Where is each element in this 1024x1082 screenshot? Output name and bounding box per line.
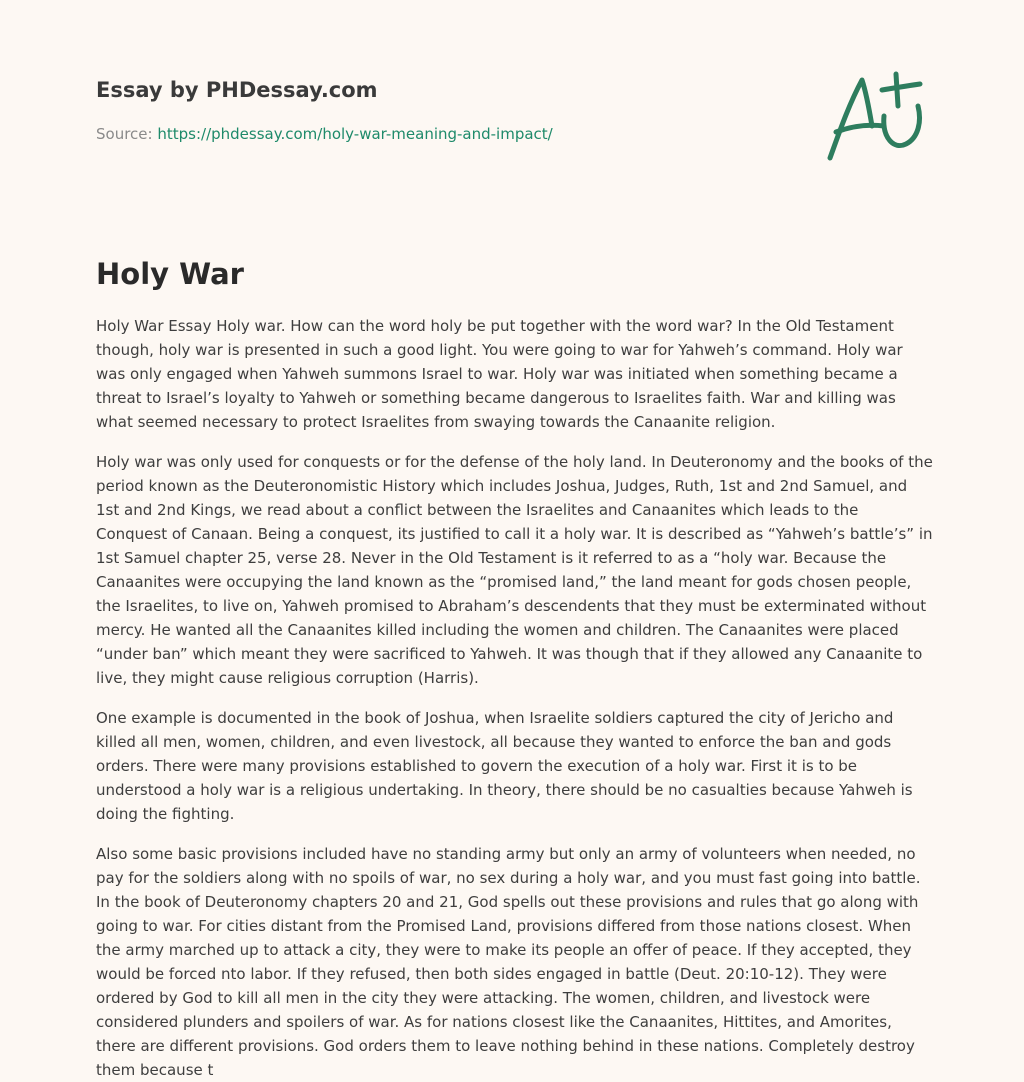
- essay-title: Holy War: [96, 257, 244, 291]
- site-title: Essay by PHDessay.com: [96, 78, 378, 102]
- essay-body: [96, 314, 934, 1079]
- essay-paragraph: Holy War Essay Holy war. How can the word holy be put together with the word war? In the Old Testament though, holy war is presented in such a good light. You were going to war for Yahweh’s command. Holy war was only engaged when Yahweh summons Israel to war. Holy war was initiated when something became a threat to Israel’s loyalty to Yahweh or something became dangerous to Israelites faith. War and killing was what seemed necessary to protect Israelites from swaying towards the Canaanite religion.: [96, 317, 903, 431]
- source-link[interactable]: https://phdessay.com/holy-war-meaning-and-impact/: [157, 125, 553, 143]
- essay-paragraph: Also some basic provisions included have no standing army but only an army of volunteers when needed, no pay for the soldiers along with no spoils of war, no sex during a holy war, and you must fast going into battle. In the book of Deuteronomy chapters 20 and 21, God spells out these provisions and rules that go along with going to war. For cities distant from the Promised Land, provisions differed from those nations closest. When the army marched up to attack a city, they were to make its people an offer of peace. If they accepted, they would be forced nto labor. If they refused, then both sides engaged in battle (Deut. 20:10-12). They were ordered by God to kill all men in the city they were attacking. The women, children, and livestock were considered plunders and spoilers of war. As for nations closest like the Canaanites, Hittites, and Amorites, there are different provisions. God orders them to leave nothing behind in these nations. Completely destroy them because t: [96, 845, 921, 1079]
- source-line: [96, 124, 796, 144]
- a-plus-logo-icon: [822, 66, 928, 166]
- site-header: [96, 76, 796, 144]
- source-label: Source:: [96, 125, 153, 143]
- essay-paragraph: Holy war was only used for conquests or for the defense of the holy land. In Deuteronomy and the books of the period known as the Deuteronomistic History which includes Joshua, Judges, Ruth, 1st and 2nd Samuel, and 1st and 2nd Kings, we read about a conflict between the Israelites and Canaanites which leads to the Conquest of Canaan. Being a conquest, its justified to call it a holy war. It is described as “Yahweh’s battle’s” in 1st Samuel chapter 25, verse 28. Never in the Old Testament is it referred to as a “holy war. Because the Canaanites were occupying the land known as the “promised land,” the land meant for gods chosen people, the Israelites, to live on, Yahweh promised to Abraham’s descendents that they must be exterminated without mercy. He wanted all the Canaanites killed including the women and children. The Canaanites were placed “under ban” which meant they were sacrificed to Yahweh. It was though that if they allowed any Canaanite to live, they might cause religious corruption (Harris).: [96, 453, 933, 687]
- essay-paragraph: One example is documented in the book of Joshua, when Israelite soldiers captured the city of Jericho and killed all men, women, children, and even livestock, all because they wanted to enforce the ban and gods orders. There were many provisions established to govern the execution of a holy war. First it is to be understood a holy war is a religious undertaking. In theory, there should be no casualties because Yahweh is doing the fighting.: [96, 709, 913, 823]
